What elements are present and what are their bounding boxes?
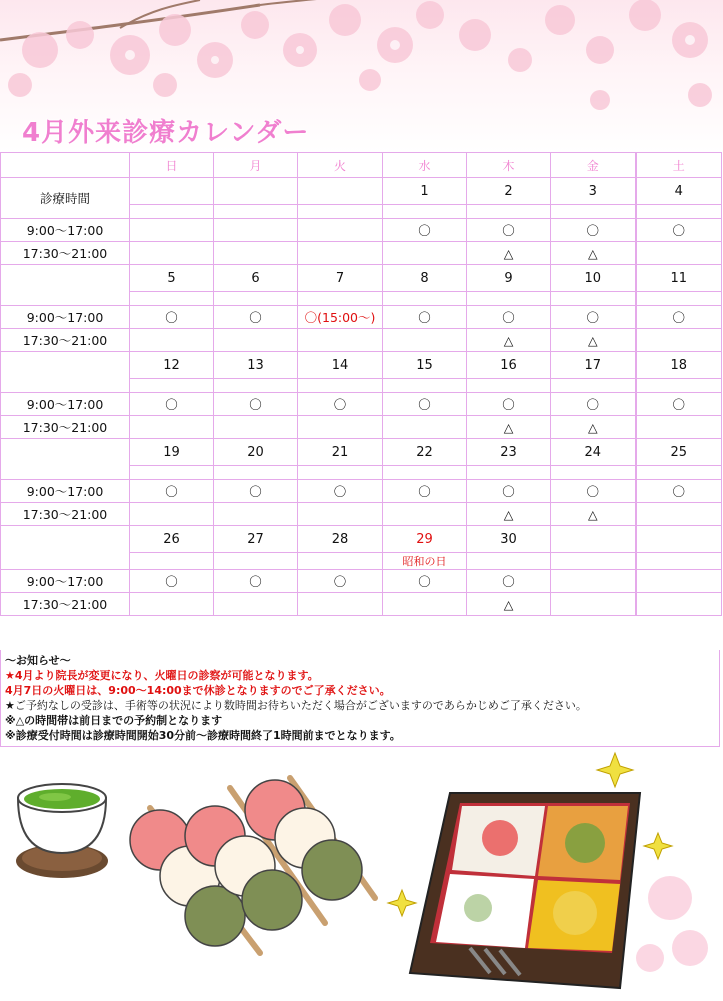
morning-status-thu: 〇 [467,219,551,242]
holiday-cell [383,466,467,480]
row-label [1,439,130,480]
evening-status-fri: △ [551,242,636,265]
holiday-cell [551,292,636,306]
weekday-tue: 火 [298,153,383,178]
morning-status-wed: 〇 [383,219,467,242]
date-cell-wed: 15 [383,352,467,379]
date-cell-mon: 6 [214,265,298,292]
sakura-flowers [636,876,708,972]
date-cell-tue: 14 [298,352,383,379]
holiday-cell [298,205,383,219]
date-cell-sat: 25 [636,439,722,466]
holiday-cell [214,292,298,306]
holiday-cell [383,292,467,306]
evening-time-label: 17:30～21:00 [1,593,130,616]
morning-status-mon: 〇 [214,480,298,503]
morning-status-wed: 〇 [383,480,467,503]
evening-status-sat [636,416,722,439]
evening-status-fri [551,593,636,616]
holiday-cell [467,466,551,480]
holiday-cell [636,292,722,306]
evening-status-sun [130,416,214,439]
evening-time-label: 17:30～21:00 [1,416,130,439]
notice-heading: ～お知らせ～ [5,654,71,667]
date-cell-thu: 30 [467,526,551,553]
evening-status-sat [636,503,722,526]
dango-illustration [130,778,375,953]
evening-status-mon [214,329,298,352]
evening-status-mon [214,242,298,265]
holiday-cell [130,553,214,570]
notice-line-2: 4月7日の火曜日は、9:00～14:00まで休診となりますのでご了承ください。 [5,684,391,697]
evening-time-label: 17:30～21:00 [1,242,130,265]
weekday-fri: 金 [551,153,636,178]
evening-status-sun [130,503,214,526]
evening-status-wed [383,329,467,352]
date-cell-tue: 21 [298,439,383,466]
morning-row [1,570,722,593]
holiday-cell: 昭和の日 [383,553,467,570]
row-label [1,352,130,393]
header-corner [1,153,130,178]
morning-status-wed: 〇 [383,570,467,593]
evening-status-sat [636,329,722,352]
holiday-cell [383,205,467,219]
date-row [1,352,722,379]
morning-status-thu: 〇 [467,306,551,329]
evening-row [1,242,722,265]
date-cell-thu: 9 [467,265,551,292]
morning-status-fri [551,570,636,593]
date-cell-mon [214,178,298,205]
date-cell-sun: 12 [130,352,214,379]
morning-status-thu: 〇 [467,393,551,416]
notice-line-4: ※△の時間帯は前日までの予約制となります [5,714,223,727]
date-cell-sat: 11 [636,265,722,292]
evening-status-wed [383,593,467,616]
holiday-cell [467,379,551,393]
holiday-cell [130,379,214,393]
date-cell-wed: 22 [383,439,467,466]
evening-status-sat [636,593,722,616]
evening-row [1,329,722,352]
evening-status-mon [214,503,298,526]
morning-status-mon: 〇 [214,306,298,329]
date-cell-fri: 17 [551,352,636,379]
morning-status-sat [636,570,722,593]
date-cell-wed: 29 [383,526,467,553]
evening-status-mon [214,593,298,616]
morning-status-tue [298,219,383,242]
evening-status-fri: △ [551,329,636,352]
date-row [1,265,722,292]
evening-status-sat [636,242,722,265]
morning-row [1,480,722,503]
morning-status-wed: 〇 [383,393,467,416]
page-title: 4月外来診療カレンダー [22,118,310,148]
row-label [1,526,130,570]
morning-status-fri: 〇 [551,480,636,503]
morning-status-mon: 〇 [214,570,298,593]
holiday-cell [298,553,383,570]
morning-status-thu: 〇 [467,570,551,593]
morning-row [1,219,722,242]
evening-status-wed [383,242,467,265]
date-cell-sun [130,178,214,205]
morning-time-label: 9:00～17:00 [1,393,130,416]
date-cell-sat: 18 [636,352,722,379]
holiday-cell [551,466,636,480]
notice-line-5: ※診療受付時間は診療時間開始30分前～診療時間終了1時間前までとなります。 [5,729,401,742]
weekday-sun: 日 [130,153,214,178]
morning-time-label: 9:00～17:00 [1,480,130,503]
date-cell-wed: 1 [383,178,467,205]
evening-status-tue [298,503,383,526]
evening-status-thu: △ [467,329,551,352]
evening-status-wed [383,416,467,439]
morning-time-label: 9:00～17:00 [1,306,130,329]
date-cell-tue: 7 [298,265,383,292]
morning-status-sat: 〇 [636,480,722,503]
weekday-mon: 月 [214,153,298,178]
evening-status-sun [130,593,214,616]
morning-status-tue: 〇 [298,393,383,416]
weekday-thu: 木 [467,153,551,178]
date-cell-sun: 19 [130,439,214,466]
date-cell-fri: 3 [551,178,636,205]
holiday-cell [298,292,383,306]
date-cell-thu: 16 [467,352,551,379]
morning-status-sat: 〇 [636,219,722,242]
evening-status-fri: △ [551,416,636,439]
date-cell-sat: 4 [636,178,722,205]
date-cell-mon: 20 [214,439,298,466]
morning-status-sat: 〇 [636,393,722,416]
holiday-cell [467,205,551,219]
evening-row [1,593,722,616]
morning-time-label: 9:00～17:00 [1,219,130,242]
evening-time-label: 17:30～21:00 [1,503,130,526]
date-cell-sun: 26 [130,526,214,553]
holiday-cell [298,466,383,480]
weekday-sat: 土 [636,153,722,178]
evening-status-fri: △ [551,503,636,526]
date-cell-fri [551,526,636,553]
morning-status-sun: 〇 [130,393,214,416]
holiday-cell [214,205,298,219]
holiday-cell [467,292,551,306]
evening-status-wed [383,503,467,526]
morning-row [1,306,722,329]
morning-status-sun [130,219,214,242]
holiday-cell [467,553,551,570]
date-cell-tue: 28 [298,526,383,553]
holiday-cell [383,379,467,393]
date-row [1,526,722,553]
evening-time-label: 17:30～21:00 [1,329,130,352]
morning-status-thu: 〇 [467,480,551,503]
calendar-table [0,152,722,616]
date-row [1,439,722,466]
header-banner [0,0,723,152]
weekday-wed: 水 [383,153,467,178]
holiday-cell [298,379,383,393]
holiday-cell [636,205,722,219]
date-cell-wed: 8 [383,265,467,292]
morning-status-mon: 〇 [214,393,298,416]
morning-time-label: 9:00～17:00 [1,570,130,593]
holiday-cell [551,553,636,570]
evening-status-tue [298,416,383,439]
row-label: 診療時間 [1,178,130,219]
date-cell-sat [636,526,722,553]
date-cell-thu: 23 [467,439,551,466]
notice-line-1: ★4月より院長が変更になり、火曜日の診察が可能となります。 [5,669,319,682]
date-cell-sun: 5 [130,265,214,292]
evening-status-thu: △ [467,416,551,439]
holiday-cell [130,292,214,306]
evening-status-sun [130,329,214,352]
morning-status-fri: 〇 [551,219,636,242]
evening-status-thu: △ [467,593,551,616]
morning-status-tue: 〇 [298,570,383,593]
holiday-cell [130,205,214,219]
tea-cup-illustration [16,784,108,878]
date-cell-mon: 27 [214,526,298,553]
morning-status-wed: 〇 [383,306,467,329]
bento-box-illustration [410,793,640,988]
morning-status-fri: 〇 [551,393,636,416]
evening-status-thu: △ [467,242,551,265]
date-cell-tue [298,178,383,205]
morning-status-tue: 〇(15:00～) [298,306,383,329]
evening-status-tue [298,329,383,352]
evening-row [1,503,722,526]
holiday-cell [636,553,722,570]
evening-status-thu: △ [467,503,551,526]
evening-status-sun [130,242,214,265]
holiday-cell [636,466,722,480]
morning-status-sun: 〇 [130,306,214,329]
evening-status-tue [298,593,383,616]
weekday-header-row [1,153,722,178]
date-cell-mon: 13 [214,352,298,379]
morning-status-tue: 〇 [298,480,383,503]
morning-status-sun: 〇 [130,570,214,593]
holiday-cell [551,205,636,219]
date-cell-fri: 10 [551,265,636,292]
morning-status-sun: 〇 [130,480,214,503]
evening-status-mon [214,416,298,439]
morning-status-sat: 〇 [636,306,722,329]
notice-line-3: ★ご予約なしの受診は、手術等の状況により数時間お待ちいただく場合がございますのであらかじめご了承ください。 [5,699,587,712]
morning-status-mon [214,219,298,242]
evening-row [1,416,722,439]
morning-row [1,393,722,416]
holiday-cell [214,466,298,480]
holiday-cell [636,379,722,393]
date-row [1,178,722,205]
morning-status-fri: 〇 [551,306,636,329]
date-cell-fri: 24 [551,439,636,466]
evening-status-tue [298,242,383,265]
illustrations [0,748,723,1001]
holiday-cell [130,466,214,480]
date-cell-thu: 2 [467,178,551,205]
holiday-cell [214,553,298,570]
notice-box [0,650,720,747]
weeks-body [1,178,722,616]
holiday-cell [214,379,298,393]
row-label [1,265,130,306]
holiday-cell [551,379,636,393]
